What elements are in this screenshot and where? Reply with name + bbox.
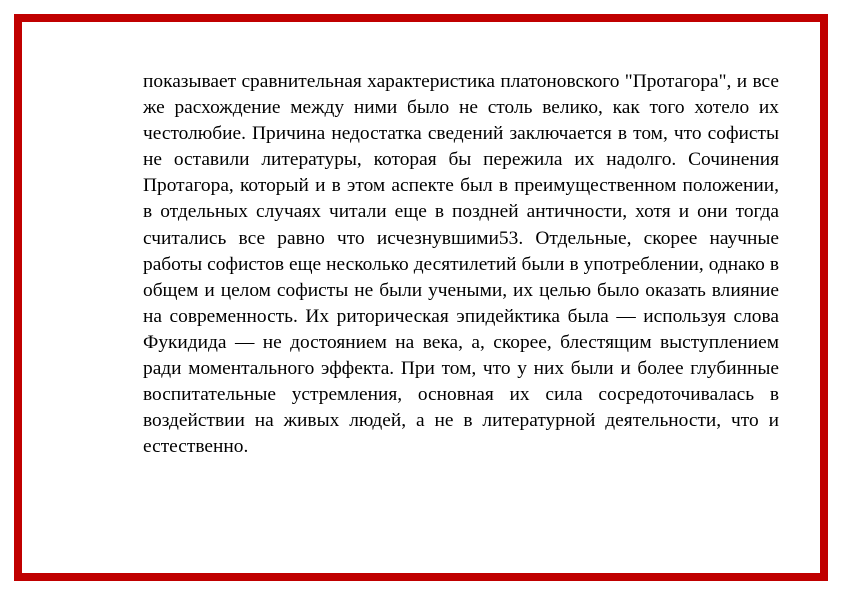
slide-frame — [14, 14, 828, 581]
body-paragraph: показывает сравнительная характеристика платоновского "Протагора", и все же расхождение между ними было не столь велико, как того хотело их честолюбие. Причина недостатка сведений заключается в том, что софисты не оставили литературы, которая бы пережила их надолго. Сочинения Протагора, который и в этом аспекте был в преимущественном положении, в отдельных случаях читали еще в поздней античности, хотя и они тогда считались все равно что исчезнувшими53. Отдельные, скорее научные работы софистов еще несколько десятилетий были в употреблении, однако в общем и целом софисты не были учеными, их целью было оказать влияние на современность. Их риторическая эпидейктика была — используя слова Фукидида — не достоянием на века, а, скорее, блестящим выступлением ради моментального эффекта. При том, что у них были и более глубинные воспитательные устремления, основная их сила сосредоточивалась в воздействии на живых людей, а не в литературной деятельности, что и естественно. — [143, 71, 779, 458]
